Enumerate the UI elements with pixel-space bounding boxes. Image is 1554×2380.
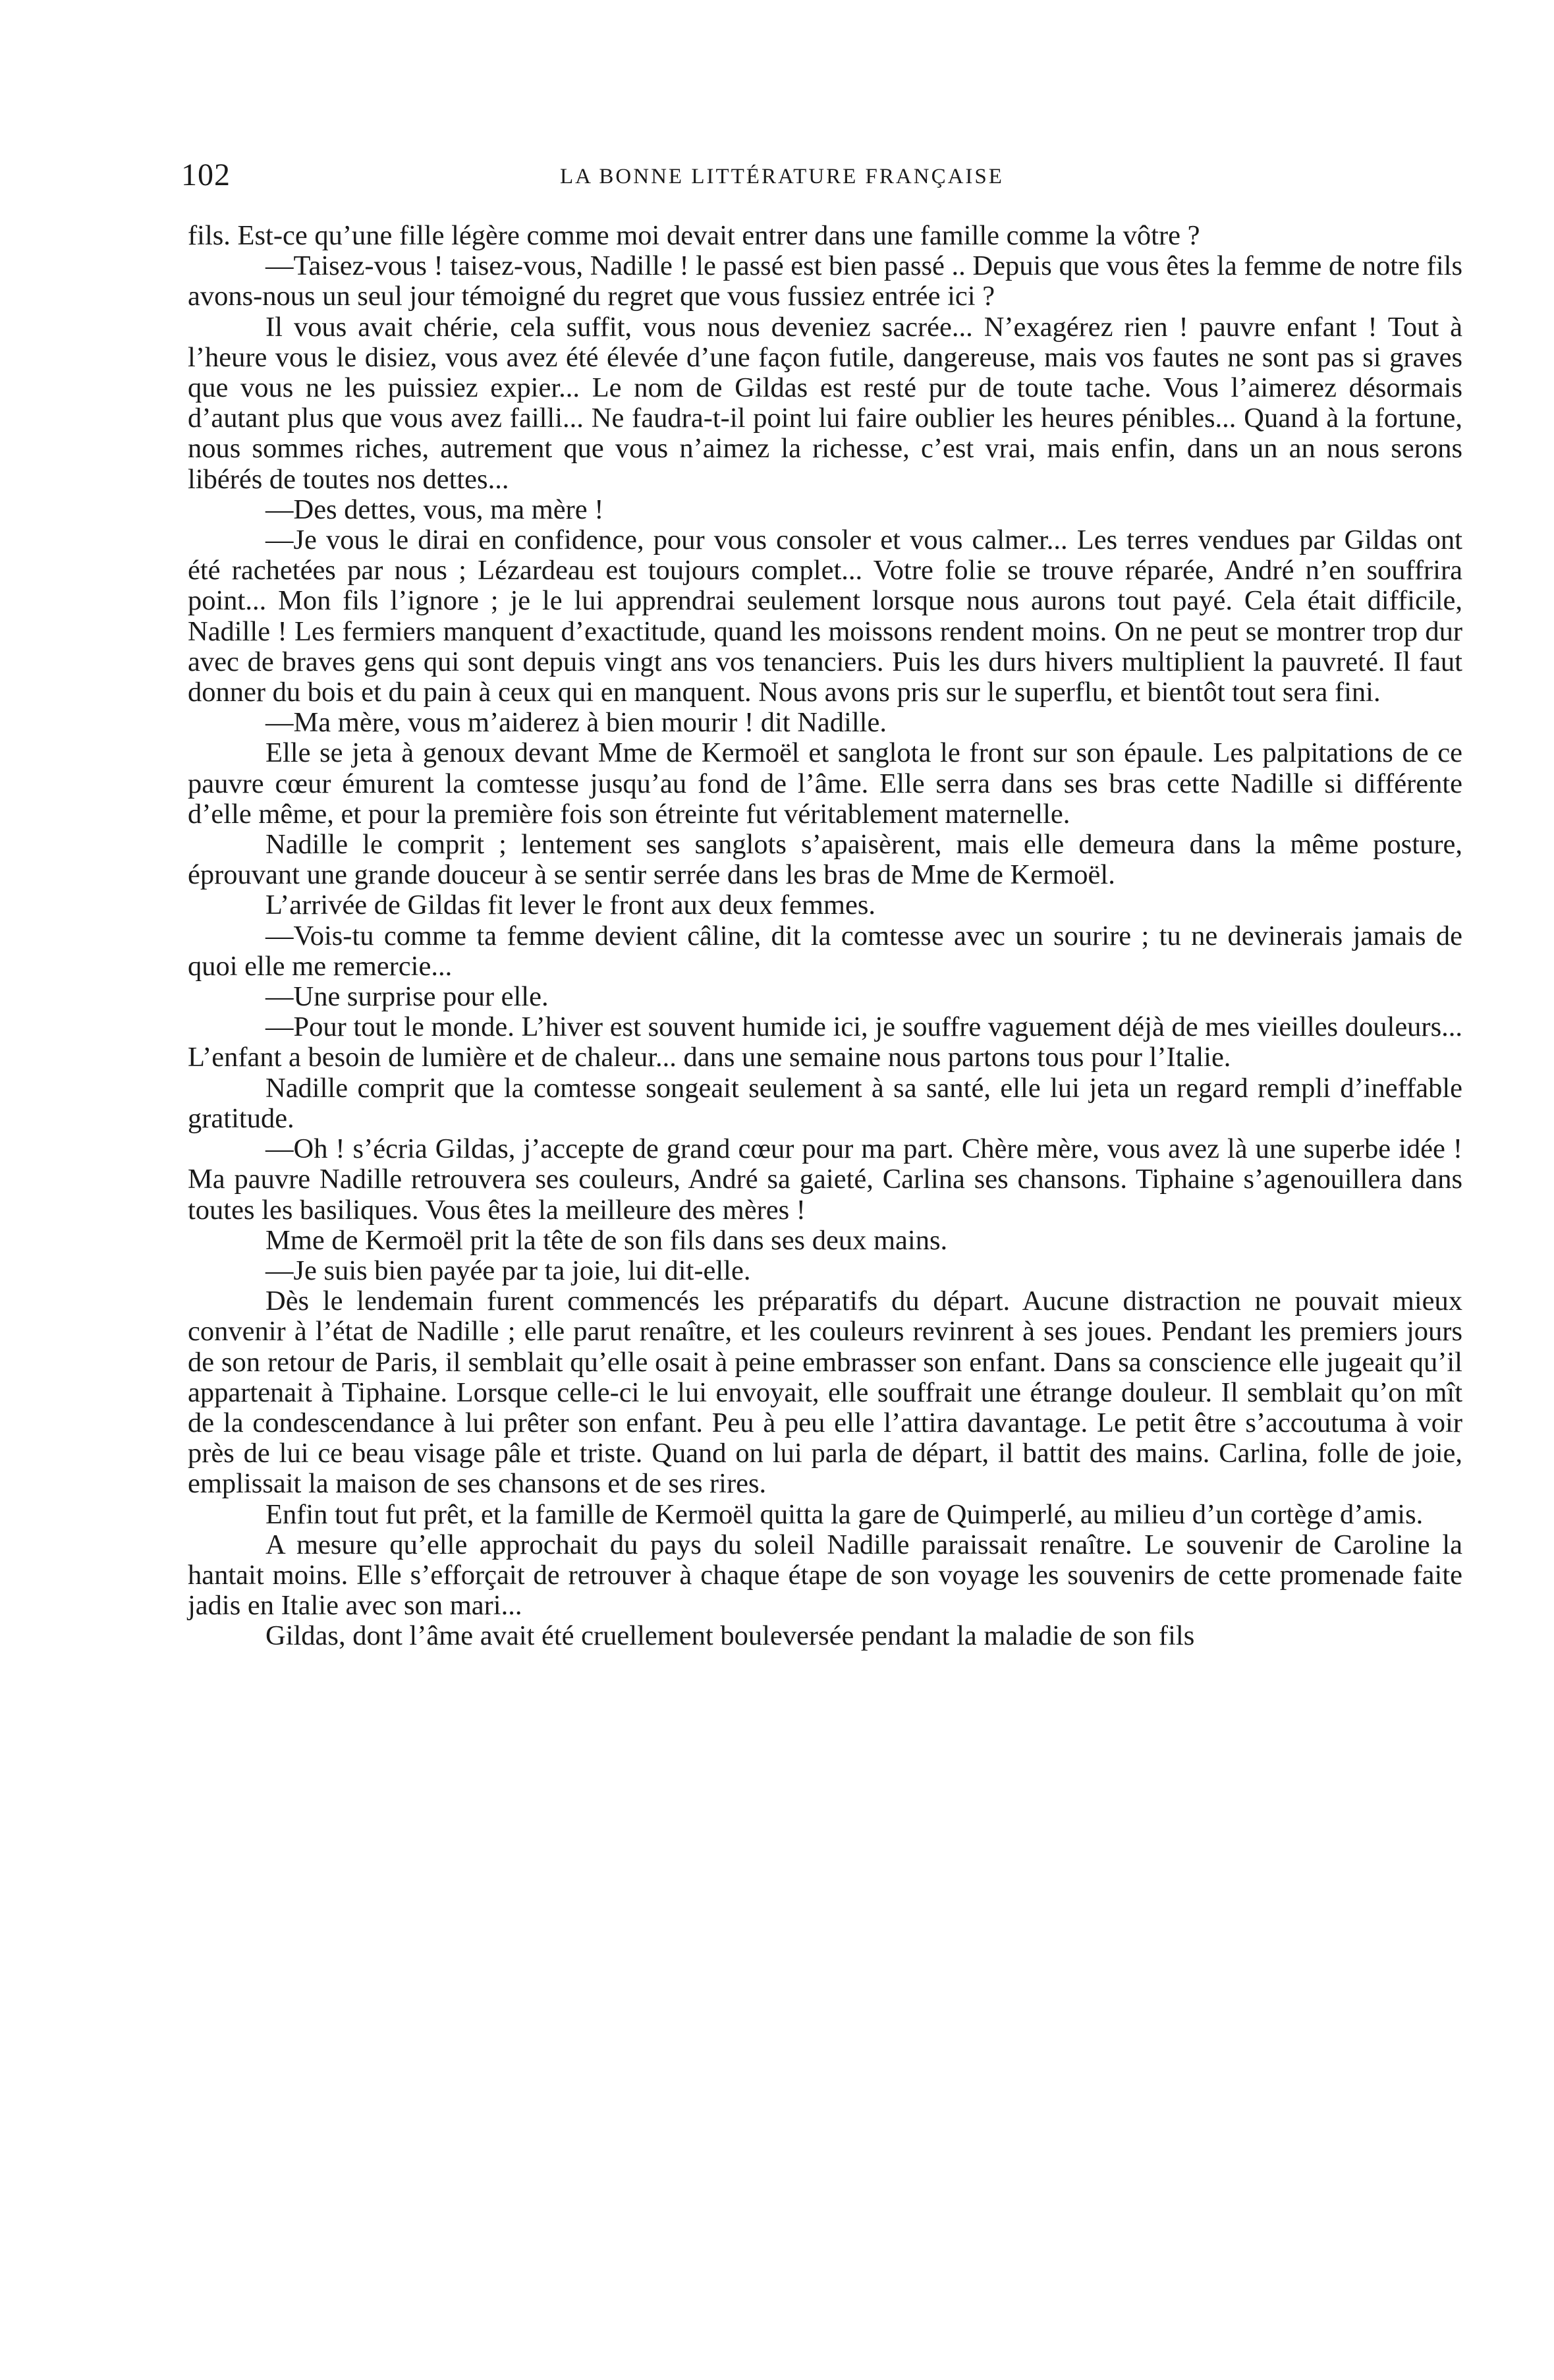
paragraph: Elle se jeta à genoux devant Mme de Kermoël et sanglota le front sur son épaule. Les palpitations de ce pauvre cœur émurent la comtesse jusqu’au fond de l’âme. Elle serra dans ses bras cette Nadille si différente d’elle même, et pour la première fois son étreinte fut véritablement maternelle. <box>188 737 1462 830</box>
paragraph: —Des dettes, vous, ma mère ! <box>265 494 604 525</box>
paragraph: A mesure qu’elle approchait du pays du soleil Nadille paraissait renaître. Le souvenir de Caroline la hantait moins. Elle s’efforçait de retrouver à chaque étape de son voyage les souvenirs de cette promenade faite jadis en Italie avec son mari... <box>188 1529 1462 1622</box>
page-number: 102 <box>181 157 231 192</box>
paragraph: —Oh ! s’écria Gildas, j’accepte de grand cœur pour ma part. Chère mère, vous avez là une superbe idée ! Ma pauvre Nadille retrouvera ses couleurs, André sa gaieté, Carlina ses chansons. Tiphaine s’agenouillera dans toutes les basiliques. Vous êtes la meilleure des mères ! <box>188 1133 1462 1226</box>
paragraph: Nadille comprit que la comtesse songeait seulement à sa santé, elle lui jeta un regard rempli d’ineffable gratitude. <box>188 1072 1462 1134</box>
paragraph: Dès le lendemain furent commencés les préparatifs du départ. Aucune distraction ne pouvait mieux convenir à l’état de Nadille ; elle parut renaître, et les couleurs revinrent à ses joues. Pendant les premiers jours de son retour de Paris, il semblait qu’elle osait à peine embrasser son enfant. Dans sa conscience elle jugeait qu’il appartenait à Tiphaine. Lorsque celle-ci le lui envoyait, elle souffrait une étrange douleur. Il semblait qu’on mît de la condescendance à lui prêter son enfant. Peu à peu elle l’attira davantage. Le petit être s’accoutuma à voir près de lui ce beau visage pâle et triste. Quand on lui parla de départ, il battit des mains. Carlina, folle de joie, emplissait la maison de ses chansons et de ses rires. <box>188 1286 1462 1500</box>
paragraph: Gildas, dont l’âme avait été cruellement bouleversée pendant la maladie de son fils <box>265 1620 1195 1652</box>
body-text <box>188 221 1462 1652</box>
running-head <box>181 157 1462 196</box>
paragraph: Enfin tout fut prêt, et la famille de Kermoël quitta la gare de Quimperlé, au milieu d’un cortège d’amis. <box>265 1498 1424 1530</box>
running-title: LA BONNE LITTÉRATURE FRANÇAISE <box>560 165 1004 188</box>
paragraph: —Pour tout le monde. L’hiver est souvent humide ici, je souffre vaguement déjà de mes vieilles douleurs... L’enfant a besoin de lumière et de chaleur... dans une semaine nous partons tous pour l’Italie. <box>188 1011 1462 1073</box>
paragraph: L’arrivée de Gildas fit lever le front aux deux femmes. <box>265 890 875 921</box>
paragraph: —Je vous le dirai en confidence, pour vous consoler et vous calmer... Les terres vendues par Gildas ont été rachetées par nous ; Lézardeau est toujours complet... Votre folie se trouve réparée, André n’en souffrira point... Mon fils l’ignore ; je le lui apprendrai seulement lorsque nous aurons tout payé. Cela était difficile, Nadille ! Les fermiers manquent d’exactitude, quand les moissons rendent moins. On ne peut se montrer trop dur avec de braves gens qui sont depuis vingt ans vos tenanciers. Puis les durs hivers multiplient la pauvreté. Il faut donner du bois et du pain à ceux qui en manquent. Nous avons pris sur le superflu, et bientôt tout sera fini. <box>188 524 1462 708</box>
paragraph: —Ma mère, vous m’aiderez à bien mourir ! dit Nadille. <box>265 707 887 739</box>
paragraph: —Une surprise pour elle. <box>265 981 549 1013</box>
paragraph: Il vous avait chérie, cela suffit, vous nous deveniez sacrée... N’exagérez rien ! pauvre enfant ! Tout à l’heure vous le disiez, vous avez été élevée d’une façon futile, dangereuse, mais vos fautes ne sont pas si graves que vous ne les puissiez expier... Le nom de Gildas est resté pur de toute tache. Vous l’aimerez désormais d’autant plus que vous avez failli... Ne faudra-t-il point lui faire oublier les heures pénibles... Quand à la fortune, nous sommes riches, autrement que vous n’aimez la richesse, c’est vrai, mais enfin, dans un an nous serons libérés de toutes nos dettes... <box>188 311 1462 495</box>
paragraph: —Je suis bien payée par ta joie, lui dit-elle. <box>265 1255 751 1286</box>
paragraph: —Taisez-vous ! taisez-vous, Nadille ! le passé est bien passé .. Depuis que vous êtes la femme de notre fils avons-nous un seul jour témoigné du regret que vous fussiez entrée ici ? <box>188 250 1462 312</box>
paragraph: —Vois-tu comme ta femme devient câline, dit la comtesse avec un sourire ; tu ne devinerais jamais de quoi elle me remercie... <box>188 920 1462 982</box>
paragraph: Mme de Kermoël prit la tête de son fils dans ses deux mains. <box>265 1224 948 1256</box>
paragraph: Nadille le comprit ; lentement ses sanglots s’apaisèrent, mais elle demeura dans la même posture, éprouvant une grande douceur à se sentir serrée dans les bras de Mme de Kermoël. <box>188 829 1462 891</box>
paragraph: fils. Est-ce qu’une fille légère comme moi devait entrer dans une famille comme la vôtre ? <box>188 220 1200 251</box>
